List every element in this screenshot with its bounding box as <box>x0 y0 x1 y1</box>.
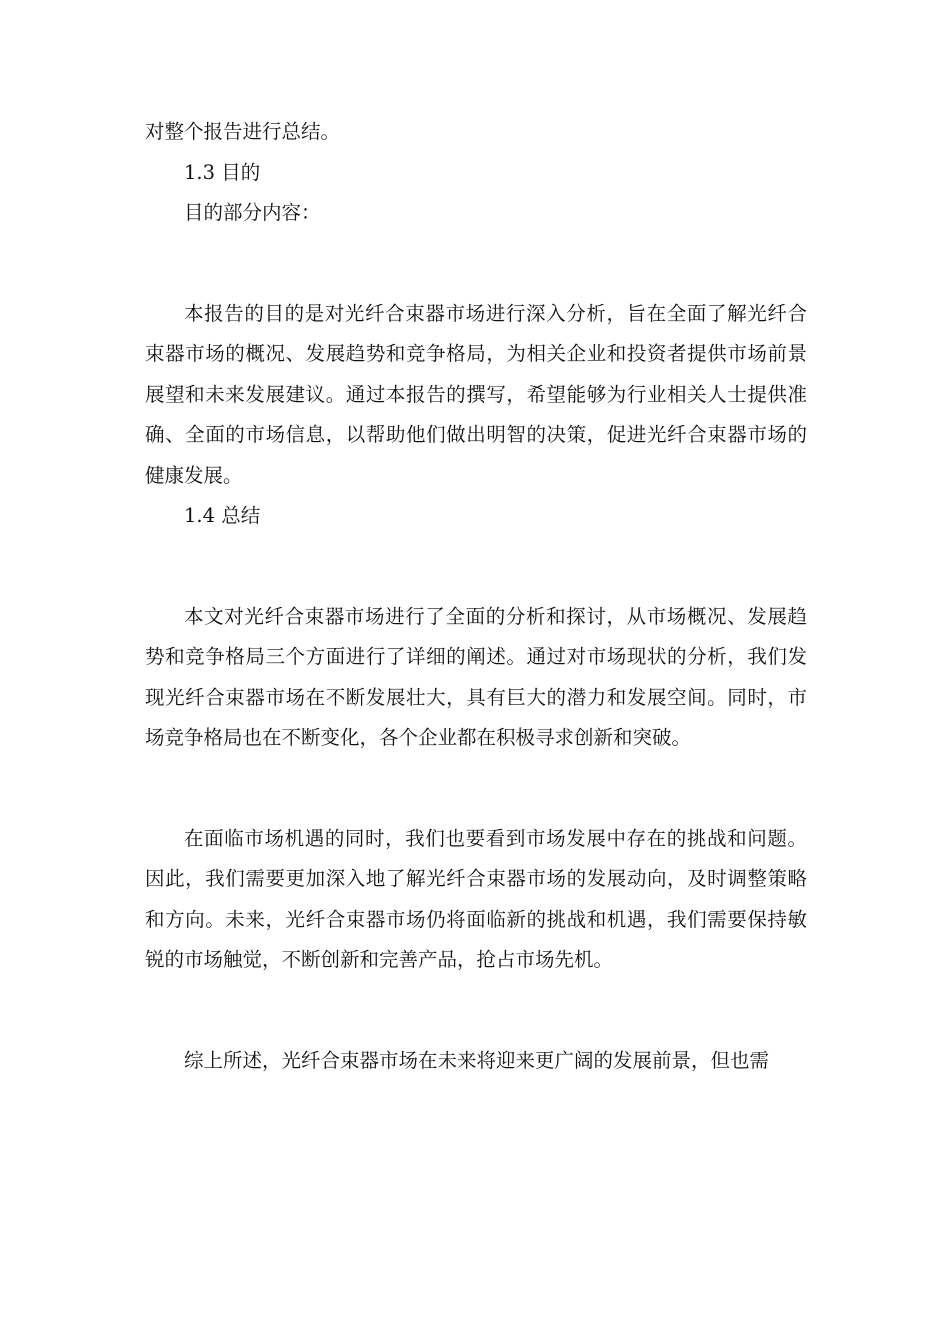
summary-paragraph-1: 本文对光纤合束器市场进行了全面的分析和探讨，从市场概况、发展趋势和竞争格局三个方面进行了详细的阐述。通过对市场现状的分析，我们发现光纤合束器市场在不断发展壮大，具有巨大的潜力和发展空间。同时，市场竞争格局也在不断变化，各个企业都在积极寻求创新和突破。 <box>145 604 807 749</box>
document-body <box>145 112 807 1081</box>
summary-paragraph-2: 在面临市场机遇的同时，我们也要看到市场发展中存在的挑战和问题。因此，我们需要更加深入地了解光纤合束器市场的发展动向，及时调整策略和方向。未来，光纤合束器市场仍将面临新的挑战和机遇，我们需要保持敏锐的市场触觉，不断创新和完善产品，抢占市场先机。 <box>145 826 807 971</box>
paragraph-continuation: 对整个报告进行总结。 <box>145 120 341 143</box>
purpose-paragraph: 本报告的目的是对光纤合束器市场进行深入分析，旨在全面了解光纤合束器市场的概况、发展趋势和竞争格局，为相关企业和投资者提供市场前景展望和未来发展建议。通过本报告的撰写，希望能够为行业相关人士提供准确、全面的市场信息，以帮助他们做出明智的决策，促进光纤合束器市场的健康发展。 <box>145 301 807 487</box>
spacer <box>145 759 807 819</box>
summary-paragraph-3: 综上所述，光纤合束器市场在未来将迎来更广阔的发展前景，但也需 <box>184 1048 770 1072</box>
section-heading-1-4: 1.4 总结 <box>184 504 261 527</box>
spacer <box>145 537 807 597</box>
section-heading-1-3: 1.3 目的 <box>184 160 261 184</box>
section-intro-label: 目的部分内容： <box>184 201 321 224</box>
spacer <box>145 981 807 1041</box>
spacer <box>145 234 807 294</box>
